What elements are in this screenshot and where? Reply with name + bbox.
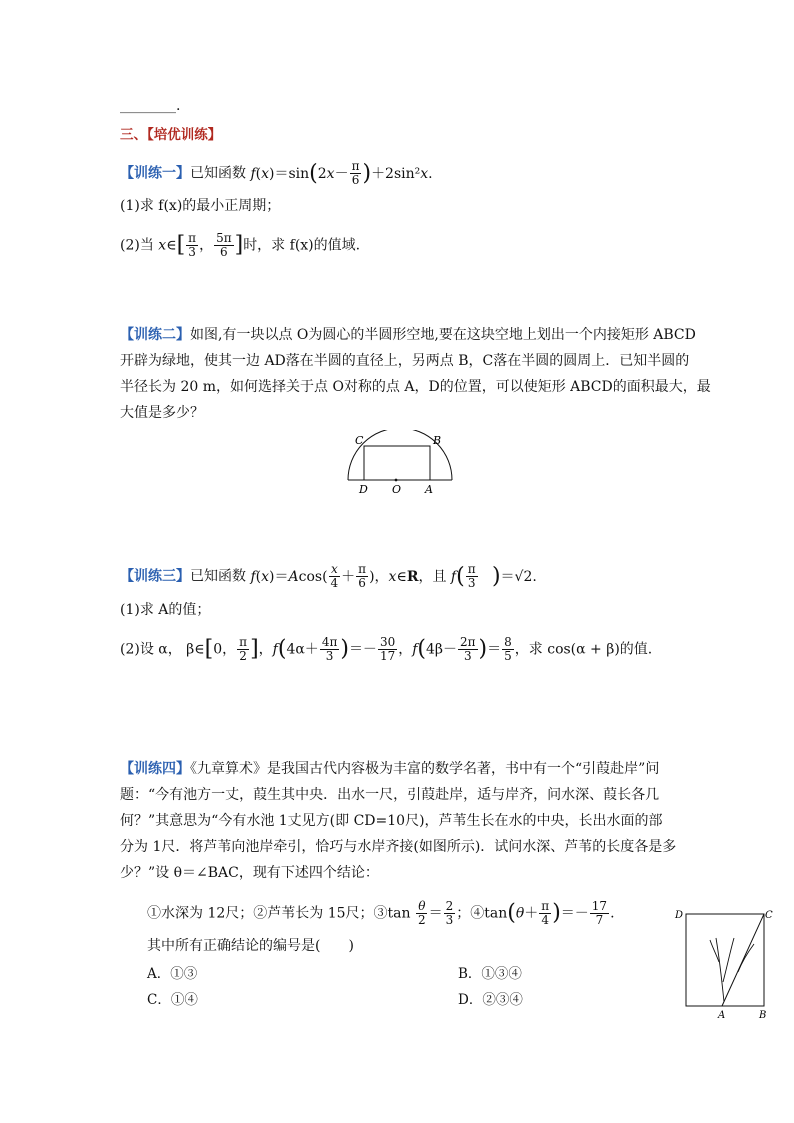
exercise-1-q1: (1)求 f(x)的最小正周期； [120,198,281,214]
label-a: A [425,483,433,496]
exercise-3-text: 已知函数 [190,568,246,585]
exercise-4-line-3: 何？”其意思为“今有水池 1丈见方(即 CD=10尺)，芦苇生长在水的中央，长出水面的部 [120,813,663,829]
exercise-4-line-1: 《九章算术》是我国古代内容极为丰富的数学名著，书中有一个“引葭赴岸”问 [190,761,660,777]
exercise-3-q1: (1)求 A的值； [120,602,211,618]
exercise-1-tag: 【训练一】 [120,165,190,182]
exercise-2-line-4: 大值是多少？ [120,405,204,421]
exercise-4-body [120,756,676,886]
exercise-1-formula: f(x)＝sin(2x－ $\frac{\pi}{6}$ )＋2sin²x. [250,159,433,187]
answer-blank: ________. [120,98,181,114]
option-c[interactable]: C．①④ [147,992,198,1008]
exercise-2-tag: 【训练二】 [120,327,190,343]
exercise-1-q2-pre: (2)当 [120,237,154,254]
exercise-3-formula: f(x)＝Acos( $\frac{x}{4}$ ＋ $\frac{\pi}{6}$ )，x∈R，且 f( $\frac{\pi}{3}$ )＝√2. [250,562,537,590]
exercise-3-tag: 【训练三】 [120,568,190,585]
option-b[interactable]: B．①③④ [458,966,522,982]
pond-label-c: C [765,910,773,921]
exercise-4-tag: 【训练四】 [120,761,190,777]
option-d[interactable]: D．②③④ [458,992,523,1008]
exercise-2-body [120,322,711,426]
exercise-4-line-4: 分为 1尺．将芦苇向池岸牵引，恰巧与水岸齐接(如图所示)．试问水深、芦苇的长度各是多 [120,839,677,855]
label-d: D [359,483,368,496]
pond-label-a: A [718,1010,726,1021]
exercise-1-stem [120,160,433,187]
semicircle-rectangle-figure [340,430,460,500]
exercise-1-text: 已知函数 [190,165,246,182]
label-b: B [433,434,442,447]
label-c: C [355,434,364,447]
label-o: O [392,483,402,496]
exercise-4-question: 其中所有正确结论的编号是( ) [147,938,354,954]
exercise-1-q2: (2)当 x∈[ $\frac{\pi}{3}$ ， $\frac{5\pi}{6}$ ]时，求 f(x)的值域. [120,231,361,259]
exercise-3-q2-pre: (2)设 α， β∈ [120,641,205,658]
exercise-4-line-5: 少？”设 θ＝∠BAC，现有下述四个结论： [120,865,379,881]
exercise-4-line-2: 题：“今有池方一丈，葭生其中央．出水一尺，引葭赴岸，适与岸齐，问水深、葭长各几 [120,787,660,803]
exercise-1-q2-post: 时，求 f(x)的值域. [243,237,361,254]
exercise-2-line-3: 半径长为 20 m，如何选择关于点 O对称的点 A，D的位置，可以使矩形 ABCD的面积最大，最 [120,379,711,395]
conclusions-text: ①水深为 12尺；②芦苇长为 15尺；③tan [147,905,411,922]
pond-label-b: B [759,1010,767,1021]
pond-label-d: D [675,910,684,921]
pond-reed-figure [672,902,776,1022]
section-title: 三、【培优训练】 [120,127,222,143]
option-a[interactable]: A．①③ [147,966,198,982]
exercise-3-stem [120,563,537,590]
exercise-3-q2-post: ，求 cos(α + β)的值. [514,641,653,658]
exercise-2-line-1: 如图,有一块以点 O为圆心的半圆形空地,要在这块空地上划出一个内接矩形 ABCD [190,327,696,343]
exercise-3-q2: (2)设 α， β∈[0， $\frac{\pi}{2}$ ]，f(4α＋ $\frac{4\pi}{3}$ )＝－ $\frac{30}{17}$ ，f(4β－ $\frac{2\pi}{3}$ )＝ $\frac{8}{5}$ ，求 cos(α + β)的值. [120,635,653,663]
exercise-2-line-2: 开辟为绿地，使其一边 AD落在半圆的直径上，另两点 B，C落在半圆的圆周上．已知半圆的 [120,353,690,369]
exercise-4-conclusions: ①水深为 12尺；②芦苇长为 15尺；③tan $\frac{\theta}{2}$ ＝ $\frac{2}{3}$ ；④tan(θ＋ $\frac{\pi}{4}$ )＝－ $\frac{17}{7}$ . [147,899,615,927]
